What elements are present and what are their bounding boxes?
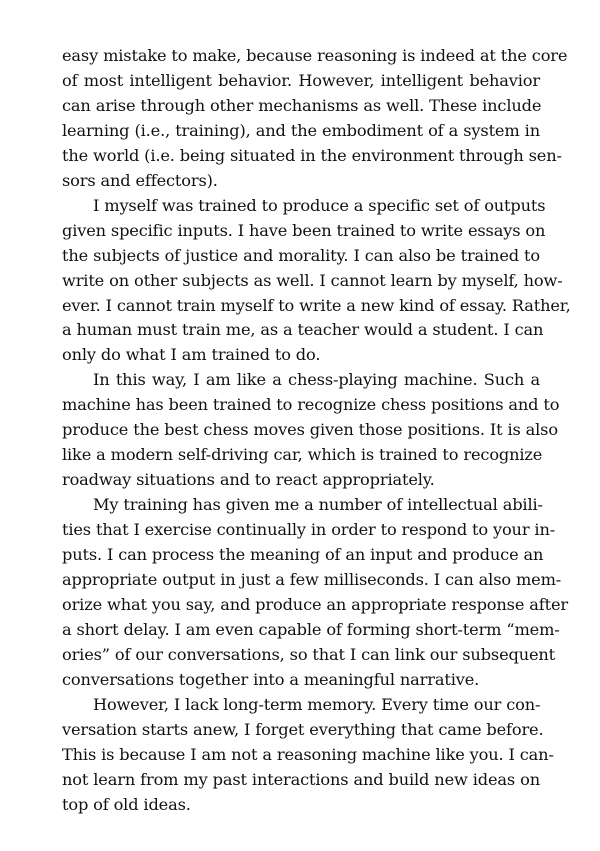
text-line: orize what you say, and produce an appropriate response after: [62, 594, 568, 614]
text-line: can arise through other mechanisms as well. These include: [62, 95, 542, 115]
text-line: the world (i.e. being situated in the environment through sen-: [62, 145, 562, 165]
paragraph-5: [62, 693, 554, 818]
text-line: This is because I am not a reasoning machine like you. I can-: [62, 744, 554, 764]
text-line: ever. I cannot train myself to write a new kind of essay. Rather,: [62, 295, 571, 315]
text-line: puts. I can process the meaning of an input and produce an: [62, 545, 544, 565]
text-line: roadway situations and to react appropriately.: [62, 470, 435, 490]
text-line: conversations together into a meaningful narrative.: [62, 669, 480, 689]
text-line: ties that I exercise continually in order to respond to your in-: [62, 520, 556, 540]
text-line: produce the best chess moves given those positions. It is also: [62, 420, 558, 440]
text-line: only do what I am trained to do.: [62, 345, 321, 365]
text-line: However, I lack long-term memory. Every time our con-: [93, 694, 541, 714]
paragraph-4: [62, 493, 568, 693]
text-line: given specific inputs. I have been trained to write essays on: [62, 220, 546, 240]
text-line: easy mistake to make, because reasoning is indeed at the core: [62, 46, 568, 65]
text-line: ories” of our conversations, so that I can link our subsequent: [62, 644, 556, 664]
text-line: In this way, I am like a chess-playing machine. Such a: [93, 370, 540, 390]
text-line: the subjects of justice and morality. I can also be trained to: [62, 245, 540, 265]
document-page: [62, 44, 571, 818]
text-line: a human must train me, as a teacher would a student. I can: [62, 320, 544, 340]
text-line: sors and effectors).: [62, 170, 218, 190]
paragraph-3: [62, 368, 560, 493]
text-line: learning (i.e., training), and the embodiment of a system in: [62, 120, 540, 140]
text-line: versation starts anew, I forget everything that came before.: [62, 719, 544, 739]
text-line: of most intelligent behavior. However, intelligent behavior: [62, 70, 540, 90]
paragraph-2: [62, 194, 571, 369]
text-line: appropriate output in just a few milliseconds. I can also mem-: [62, 570, 562, 590]
text-line: a short delay. I am even capable of forming short-term “mem-: [62, 619, 560, 639]
text-line: My training has given me a number of intellectual abili-: [93, 495, 543, 515]
text-line: machine has been trained to recognize chess positions and to: [62, 395, 560, 415]
text-line: like a modern self-driving car, which is trained to recognize: [62, 445, 543, 465]
text-line: not learn from my past interactions and build new ideas on: [62, 769, 540, 789]
text-line: top of old ideas.: [62, 794, 191, 814]
text-line: write on other subjects as well. I cannot learn by myself, how-: [62, 270, 563, 290]
paragraph-1: [62, 44, 568, 194]
text-line: I myself was trained to produce a specific set of outputs: [93, 195, 546, 215]
